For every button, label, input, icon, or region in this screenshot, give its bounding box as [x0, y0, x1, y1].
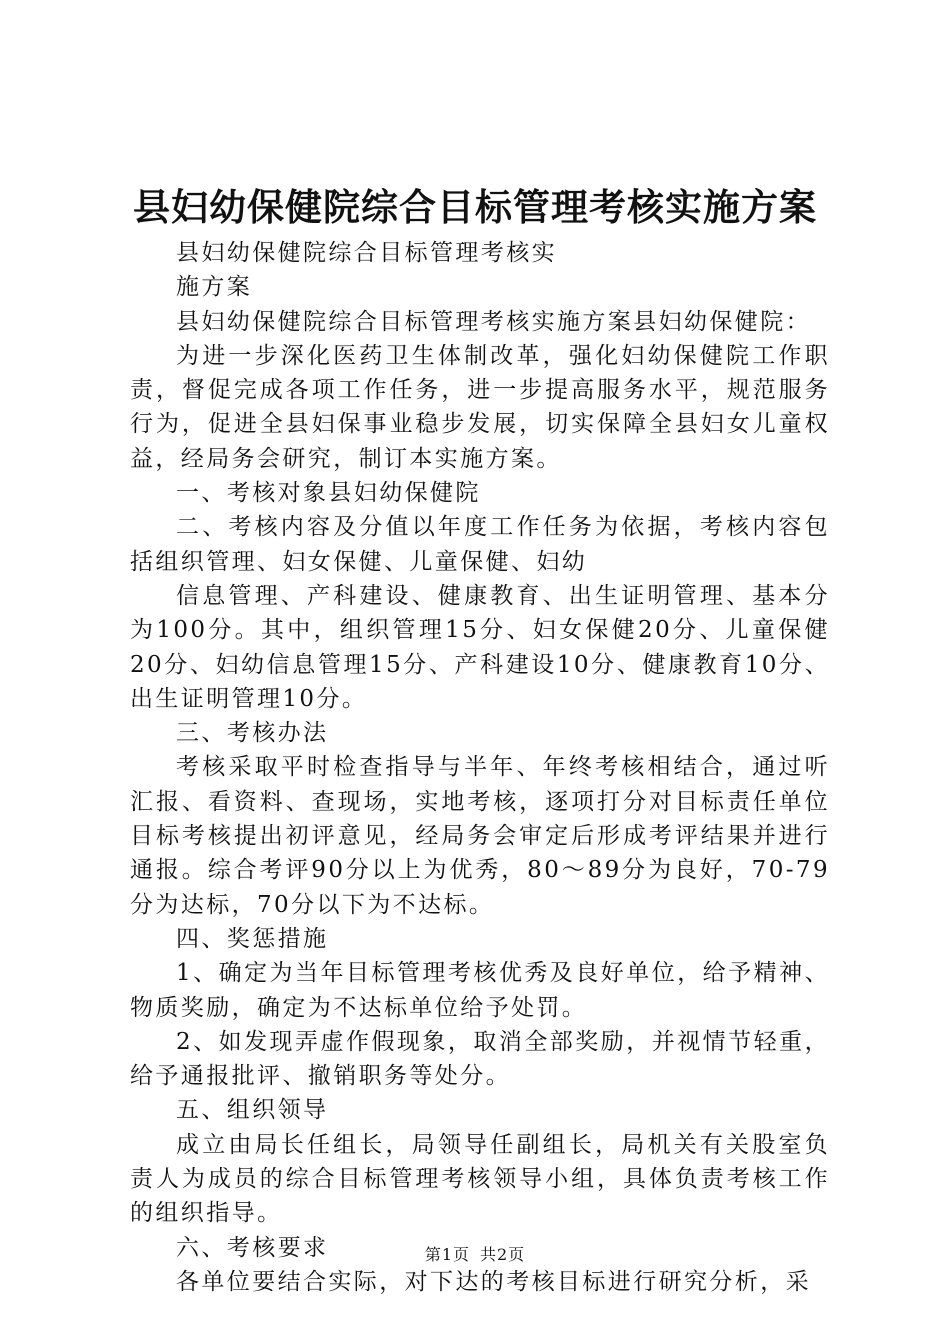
body-paragraph: 1、确定为当年目标管理考核优秀及良好单位，给予精神、物质奖励，确定为不达标单位给予处罚。: [130, 960, 830, 1021]
page-number: 第1页: [424, 1245, 470, 1264]
section-heading: 六、考核要求: [176, 1234, 329, 1261]
body-paragraph: 县妇幼保健院综合目标管理考核实: [176, 240, 557, 266]
section-heading: 三、考核办法: [176, 720, 329, 747]
page-total: 共2页: [480, 1245, 526, 1264]
page-footer: [0, 1244, 950, 1266]
section-heading: 一、考核对象县妇幼保健院: [176, 480, 481, 507]
body-paragraph: 成立由局长任组长，局领导任副组长，局机关有关股室负责人为成员的综合目标管理考核领导小组，具体负责考核工作的组织指导。: [130, 1131, 830, 1227]
body-paragraph: 2、如发现弄虚作假现象，取消全部奖励，并视情节轻重，给予通报批评、撤销职务等处分。: [130, 1028, 830, 1090]
section-heading: 四、奖惩措施: [176, 925, 329, 952]
document-body: [130, 236, 830, 1299]
section-heading: 五、组织领导: [176, 1097, 329, 1124]
body-paragraph: 考核采取平时检查指导与半年、年终考核相结合，通过听汇报、看资料、查现场，实地考核，逐项打分对目标责任单位目标考核提出初评意见，经局务会审定后形成考评结果并进行通报。综合考评90分以上为优秀，80～89分为良好，70-79分为达标，70分以下为不达标。: [130, 754, 830, 918]
body-paragraph: 施方案: [176, 274, 253, 301]
document-title: 县妇幼保健院综合目标管理考核实施方案: [133, 186, 817, 229]
body-paragraph: 为进一步深化医药卫生体制改革，强化妇幼保健院工作职责，督促完成各项工作任务，进一步提高服务水平，规范服务行为，促进全县妇保事业稳步发展，切实保障全县妇女儿童权益，经局务会研究，制订本实施方案。: [130, 342, 830, 472]
body-paragraph: 县妇幼保健院综合目标管理考核实施方案县妇幼保健院：: [176, 308, 811, 335]
body-paragraph: 信息管理、产科建设、健康教育、出生证明管理、基本分为100分。其中，组织管理15分、妇女保健20分、儿童保健20分、妇幼信息管理15分、产科建设10分、健康教育10分、出生证明管理10分。: [130, 582, 830, 712]
body-paragraph: 各单位要结合实际，对下达的考核目标进行研究分析，采: [176, 1268, 811, 1295]
body-paragraph: 二、考核内容及分值以年度工作任务为依据，考核内容包括组织管理、妇女保健、儿童保健、妇幼: [130, 514, 830, 575]
